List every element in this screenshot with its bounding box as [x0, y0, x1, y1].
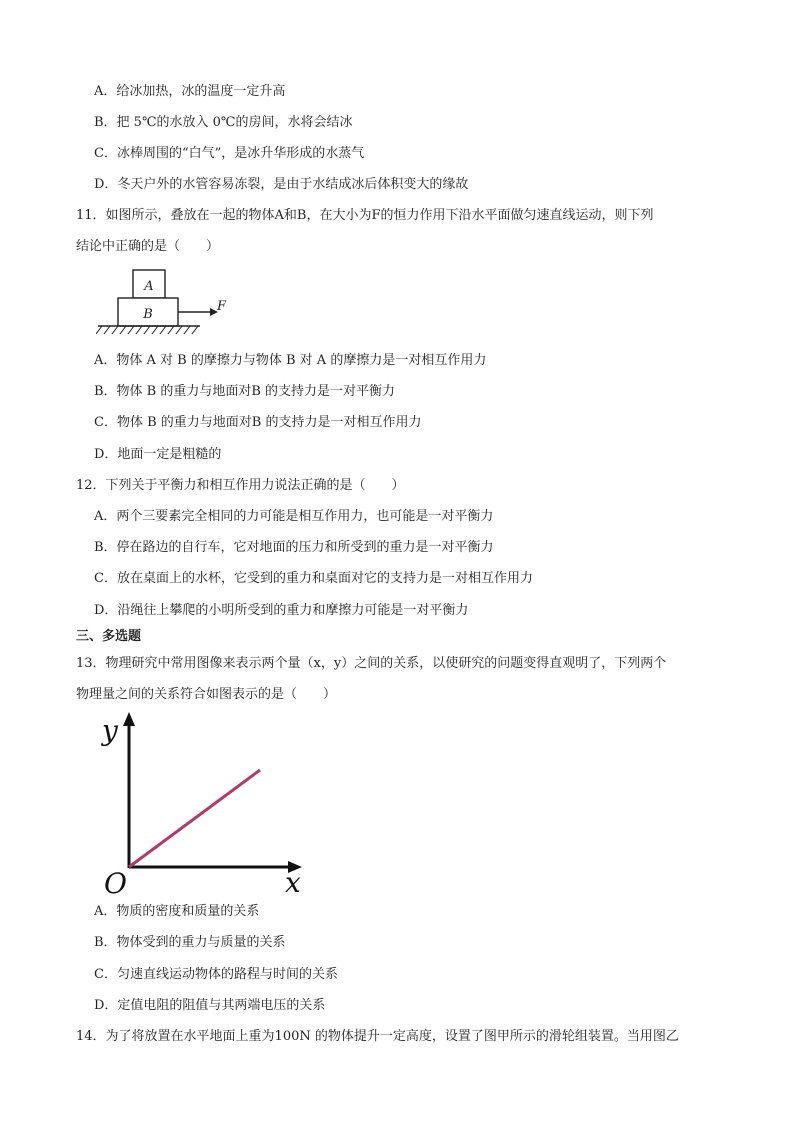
q12-option-b: B．停在路边的自行车，它对地面的压力和所受到的重力是一对平衡力 — [94, 540, 494, 555]
y-axis-label: y — [102, 714, 118, 747]
force-label: F — [217, 299, 227, 314]
q13-option-c: C．匀速直线运动物体的路程与时间的关系 — [94, 967, 338, 982]
q11-option-a: A．物体 A 对 B 的摩擦力与物体 B 对 A 的摩擦力是一对相互作用力 — [94, 353, 487, 368]
q13-option-a: A．物质的密度和质量的关系 — [94, 904, 260, 919]
q13-graph — [96, 710, 316, 900]
q10-option-a: A．给冰加热，冰的温度一定升高 — [94, 84, 286, 99]
q11-option-c: C．物体 B 的重力与地面对B 的支持力是一对相互作用力 — [94, 415, 422, 430]
proportional-line — [129, 770, 260, 867]
x-axis-label: x — [285, 866, 301, 899]
q13-option-d: D．定值电阻的阻值与其两端电压的关系 — [94, 998, 326, 1013]
q11-option-b: B．物体 B 的重力与地面对B 的支持力是一对平衡力 — [94, 384, 396, 399]
q11-option-d: D．地面一定是粗糙的 — [94, 447, 222, 462]
q10-option-d: D．冬天户外的水管容易冻裂，是由于水结成冰后体积变大的缘故 — [94, 177, 469, 192]
q11-stem-line1: 11．如图所示，叠放在一起的物体A和B，在大小为F的恒力作用下沿水平面做匀速直线运动，则下列 — [76, 208, 654, 223]
section-title: 三、多选题 — [76, 629, 142, 644]
q11-figure — [96, 266, 236, 340]
q14-stem-line1: 14．为了将放置在水平地面上重为100N 的物体提升一定高度，设置了图甲所示的滑轮组装置。当用图乙 — [76, 1029, 679, 1044]
q13-option-b: B．物体受到的重力与质量的关系 — [94, 935, 286, 950]
block-b-label: B — [143, 307, 153, 322]
y-axis-arrowhead — [123, 712, 135, 726]
q12-option-c: C．放在桌面上的水杯，它受到的重力和桌面对它的支持力是一对相互作用力 — [94, 571, 533, 586]
block-a-label: A — [144, 279, 154, 294]
origin-label: O — [104, 867, 127, 900]
q12-option-a: A．两个三要素完全相同的力可能是相互作用力，也可能是一对平衡力 — [94, 509, 494, 524]
q12-stem: 12．下列关于平衡力和相互作用力说法正确的是（ ） — [76, 478, 405, 493]
q10-option-b: B．把 5℃的水放入 0℃的房间，水将会结冰 — [94, 115, 353, 130]
q13-stem-line1: 13．物理研究中常用图像来表示两个量（x，y）之间的关系，以使研究的问题变得直观明了，下列两个 — [76, 656, 667, 671]
q10-option-c: C．冰棒周围的“白气”，是冰升华形成的水蒸气 — [94, 146, 365, 161]
ground-hatch — [96, 326, 198, 334]
q13-stem-line2: 物理量之间的关系符合如图表示的是（ ） — [76, 687, 337, 702]
q11-stem-line2: 结论中正确的是（ ） — [76, 239, 220, 254]
q12-option-d: D．沿绳往上攀爬的小明所受到的重力和摩擦力可能是一对平衡力 — [94, 603, 469, 618]
